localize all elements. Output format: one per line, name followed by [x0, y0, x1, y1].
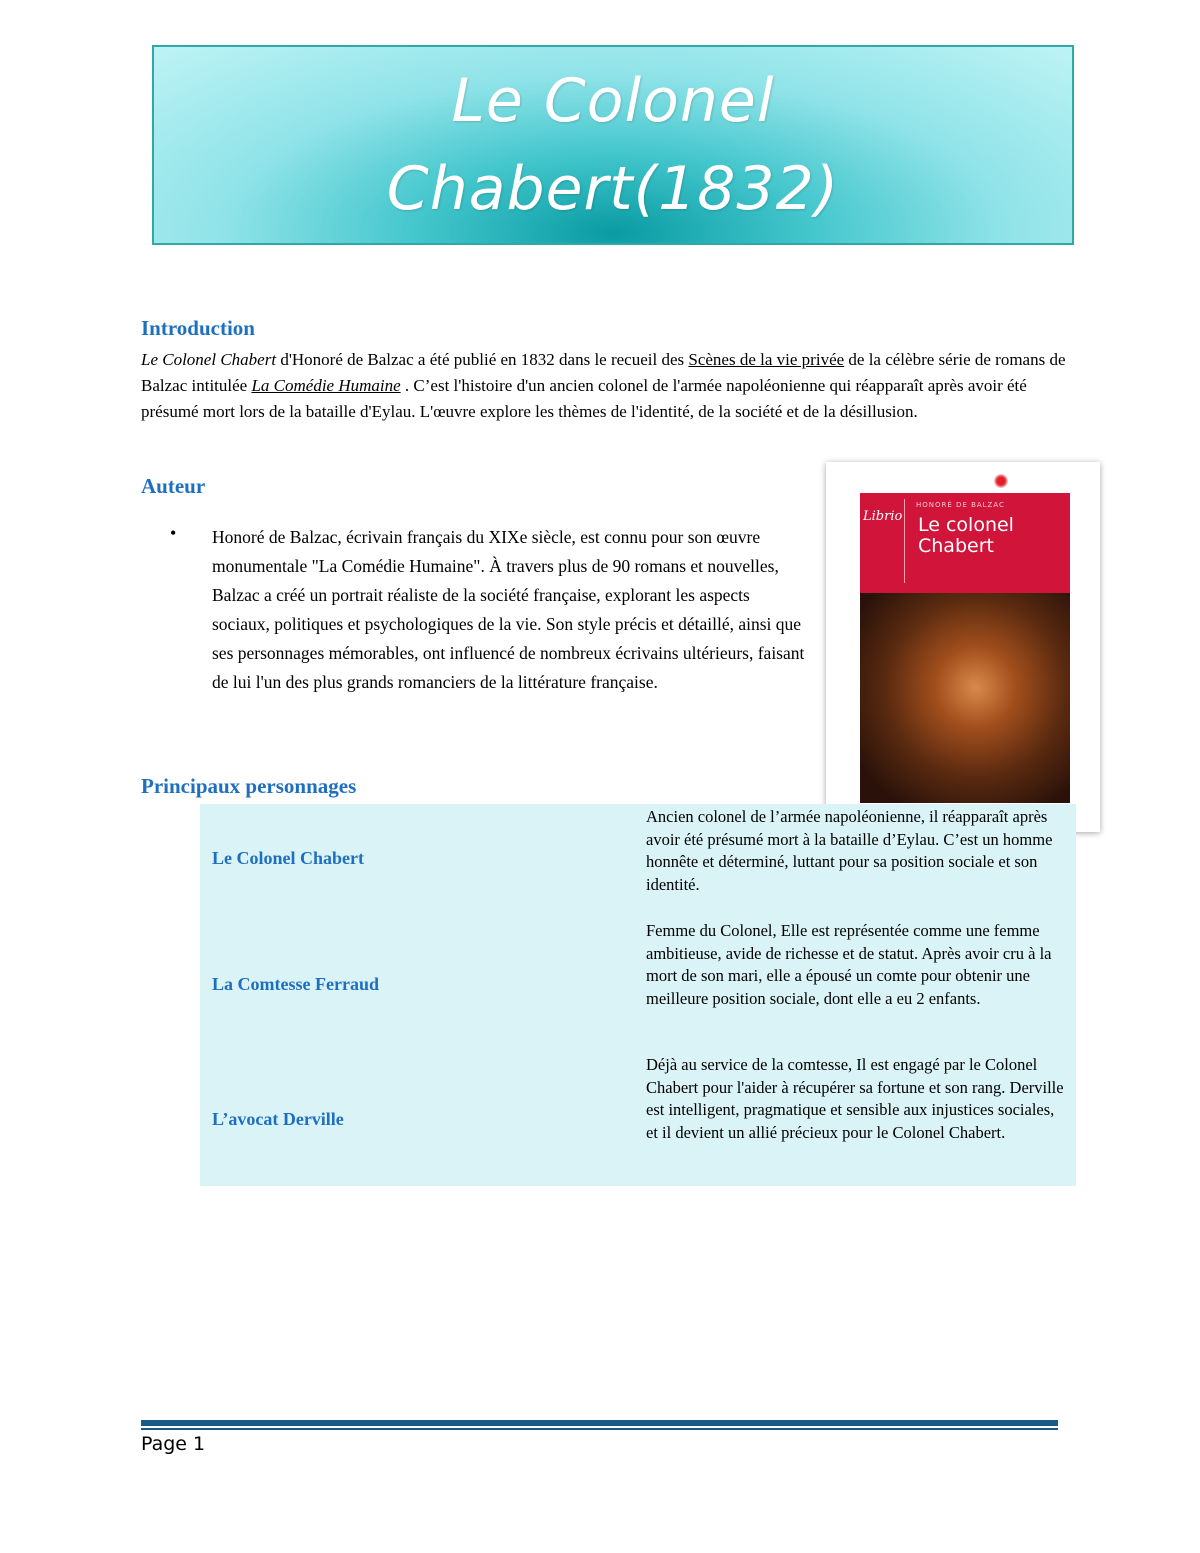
introduction-heading: Introduction	[141, 316, 255, 340]
character-desc: Femme du Colonel, Elle est représentée comme une femme ambitieuse, avide de richesse et de statut. Après avoir cru à la mort de son mari, elle a épousé un comte pour obtenir une meilleure position sociale, dont elle a eu 2 enfants.	[646, 921, 1052, 1008]
pin-icon	[994, 474, 1008, 488]
characters-table	[200, 804, 1076, 1186]
work-title: Le Colonel Chabert	[141, 350, 277, 369]
author-text: Honoré de Balzac, écrivain français du XIXe siècle, est connu pour son œuvre monumentale "La Comédie Humaine". À travers plus de 90 romans et nouvelles, Balzac a créé un portrait réaliste de la société française, explorant les aspects sociaux, politiques et psychologiques de la vie. Son style précis et détaillé, ainsi que ses personnages mémorables, ont influencé de nombreux écrivains ultérieurs, faisant de lui l'un des plus grands romanciers de la littérature française.	[212, 527, 805, 692]
character-name: Le Colonel Chabert	[212, 848, 364, 868]
portrait-illustration	[860, 593, 1070, 803]
title-banner	[152, 45, 1074, 245]
characters-heading: Principaux personnages	[141, 774, 357, 798]
character-desc: Déjà au service de la comtesse, Il est engagé par le Colonel Chabert pour l'aider à récupérer sa fortune et son rang. Derville est intelligent, pragmatique et sensible aux injustices sociales, et il devient un allié précieux pour le Colonel Chabert.	[646, 1055, 1064, 1142]
cover-title	[918, 515, 1014, 557]
book-cover-image	[826, 462, 1100, 832]
introduction-paragraph	[141, 347, 1066, 425]
bullet-icon: •	[170, 523, 177, 543]
character-name: La Comtesse Ferraud	[212, 974, 379, 994]
character-desc: Ancien colonel de l’armée napoléonienne, il réapparaît après avoir été présumé mort à la bataille d’Eylau. C’est un homme honnête et déterminé, luttant pour sa position sociale et son identité.	[646, 807, 1053, 894]
book-cover	[860, 493, 1070, 803]
title-line-2: Chabert(1832)	[386, 154, 840, 224]
title-line-1: Le Colonel	[451, 66, 775, 136]
intro-text-3: . C’est l'histoire d'un ancien colonel de l'armée napoléonienne qui réapparaît après avoir été présumé mort lors de la bataille d'Eylau. L'œuvre explore les thèmes de l'identité, de la société et de la désillusion.	[141, 376, 1027, 421]
cover-title-line-2: Chabert	[918, 535, 994, 557]
intro-text-2: de la célèbre série de romans de Balzac intitulée	[141, 350, 1066, 395]
publisher-logo: Librio	[863, 509, 903, 524]
author-heading: Auteur	[141, 474, 206, 498]
cover-author: HONORÉ DE BALZAC	[916, 501, 1005, 509]
collection-link[interactable]: Scènes de la vie privée	[688, 350, 845, 369]
series-link[interactable]: La Comédie Humaine	[251, 376, 401, 395]
footer-rule-thin	[141, 1428, 1058, 1430]
footer-rule	[141, 1420, 1058, 1426]
book-band	[860, 493, 1070, 593]
cover-divider	[904, 499, 905, 583]
intro-text-1: d'Honoré de Balzac a été publié en 1832 dans le recueil des	[276, 350, 689, 369]
character-name: L’avocat Derville	[212, 1109, 344, 1129]
page-number: Page 1	[141, 1433, 206, 1455]
cover-title-line-1: Le colonel	[918, 514, 1014, 536]
